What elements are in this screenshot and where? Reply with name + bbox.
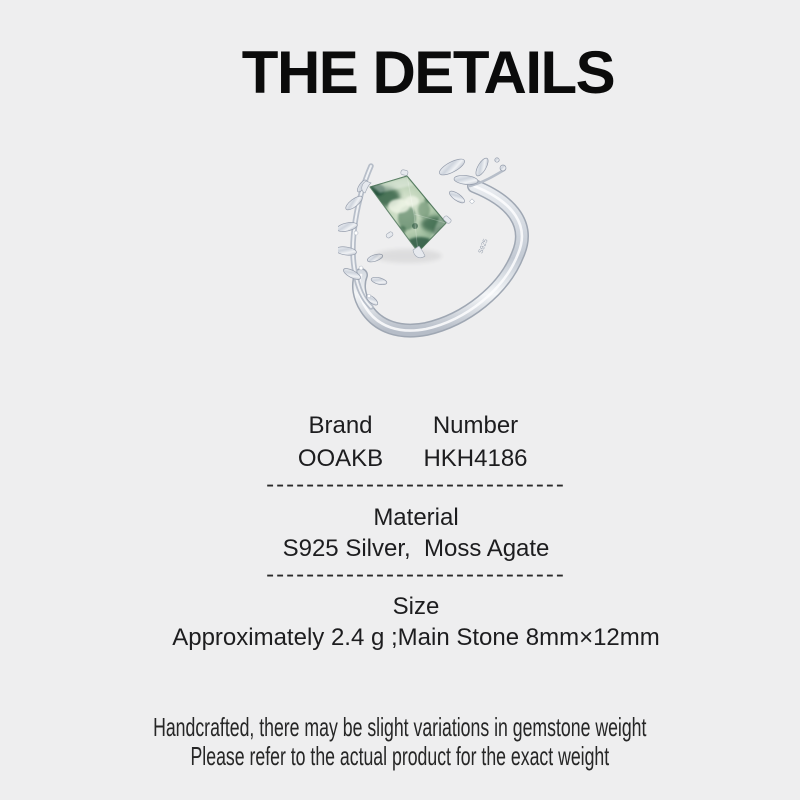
number-label: Number <box>432 412 519 439</box>
footer-note-line2-text: Please refer to the actual product for the exact weight <box>190 741 610 771</box>
separator-dashes: ------------------------------ <box>266 471 566 498</box>
size-value: Approximately 2.4 g ;Main Stone 8mm×12mm <box>172 624 660 651</box>
footer-note-line1 <box>0 712 800 742</box>
footer-note-line2 <box>0 741 800 771</box>
page-title: THE DETAILS <box>241 39 615 106</box>
stone-shadow <box>374 249 442 263</box>
material-label: Material <box>373 504 459 531</box>
material-value: S925 Silver, Moss Agate <box>282 535 550 562</box>
brand-label: Brand <box>308 412 373 439</box>
spec-labels-row <box>273 411 543 441</box>
band-engraving: S925 <box>477 238 490 255</box>
spec-values-row <box>273 444 543 474</box>
number-value: HKH4186 <box>423 445 528 472</box>
size-label: Size <box>392 593 440 620</box>
footer-note-line1-text: Handcrafted, there may be slight variations in gemstone weight <box>153 712 647 742</box>
brand-value: OOAKB <box>297 445 384 472</box>
product-photo <box>338 146 540 338</box>
moss-agate-stone <box>369 176 449 252</box>
separator-dashes: ------------------------------ <box>266 561 566 588</box>
